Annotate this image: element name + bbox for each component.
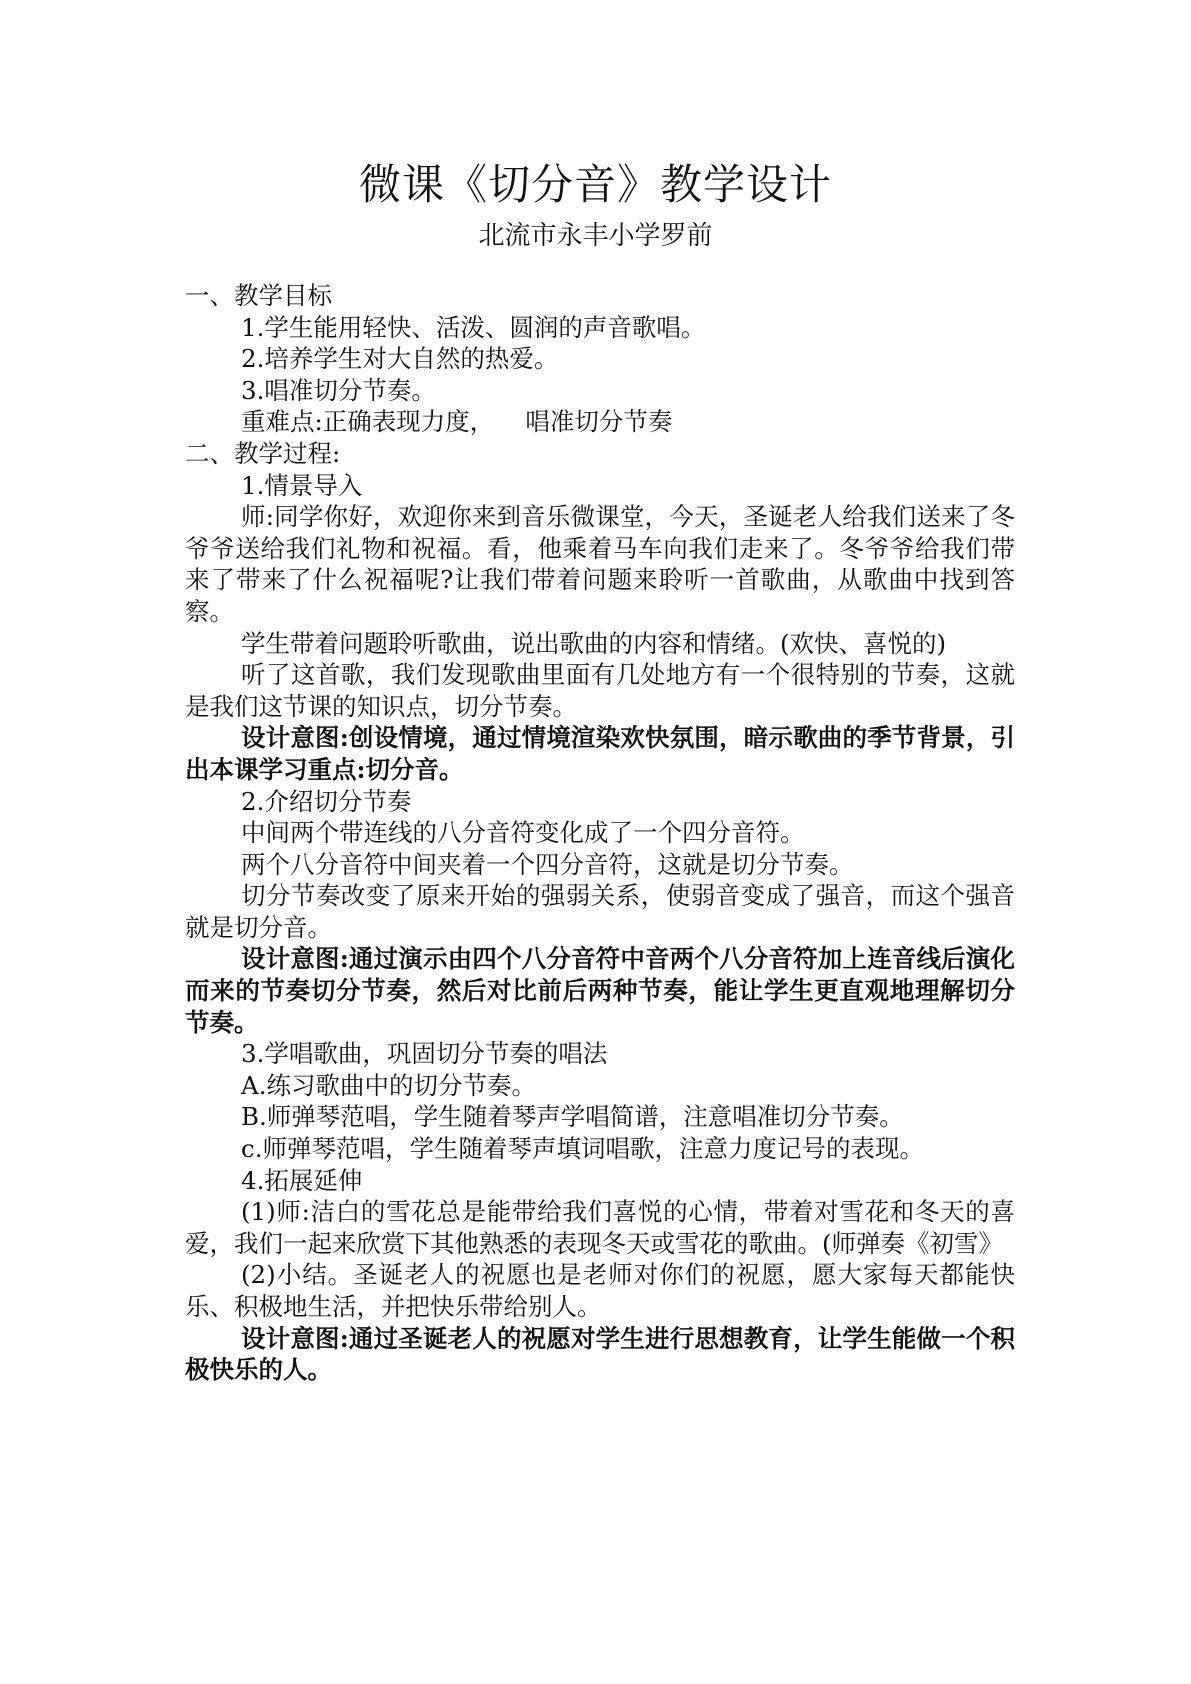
design-intent: 设计意图:通过圣诞老人的祝愿对学生进行思想教育，让学生能做一个积极快乐的人。: [185, 1323, 1015, 1385]
paragraph: 切分节奏改变了原来开始的强弱关系，使弱音变成了强音，而这个强音就是切分音。: [185, 881, 1015, 942]
key-points: 重难点:正确表现力度， 唱准切分节奏: [241, 407, 673, 437]
list-item: B.师弹琴范唱，学生随着琴声学唱简谱，注意唱准切分节奏。: [241, 1102, 904, 1132]
step-heading: 2.介绍切分节奏: [241, 786, 412, 816]
document-title: 微课《切分音》教学设计: [358, 160, 832, 209]
list-item: A.练习歌曲中的切分节奏。: [241, 1070, 536, 1100]
paragraph: 两个八分音符中间夹着一个四分音符，这就是切分节奏。: [241, 849, 854, 879]
paragraph: 听了这首歌，我们发现歌曲里面有几处地方有一个很特别的节奏，这就是我们这节课的知识点，切分节奏。: [185, 660, 1015, 721]
paragraph: (2)小结。圣诞老人的祝愿也是老师对你们的祝愿，愿大家每天都能快乐、积极地生活，并把快乐带给别人。: [185, 1260, 1015, 1321]
design-intent: 设计意图:创设情境，通过情境渲染欢快氛围，暗示歌曲的季节背景，引出本课学习重点:切分音。: [185, 723, 1015, 784]
paragraph: 中间两个带连线的八分音符变化成了一个四分音符。: [241, 818, 805, 848]
design-intent: 设计意图:通过演示由四个八分音符中音两个八分音符加上连音线后演化而来的节奏切分节奏，然后对比前后两种节奏，能让学生更直观地理解切分节奏。: [185, 944, 1015, 1037]
paragraph: 学生带着问题聆听歌曲，说出歌曲的内容和情绪。(欢快、喜悦的): [241, 628, 947, 658]
section-heading: 一、教学目标: [185, 281, 332, 310]
paragraph: 师:同学你好，欢迎你来到音乐微课堂，今天，圣诞老人给我们送来了冬爷爷送给我们礼物和祝福。看，他乘着马车向我们走来了。冬爷爷给我们带来了带来了什么祝福呢?让我们带着问题来聆听一首歌曲，从歌曲中找到答察。: [185, 502, 1015, 626]
list-item: c.师弹琴范唱，学生随着琴声填词唱歌，注意力度记号的表现。: [241, 1134, 925, 1164]
step-heading: 3.学唱歌曲，巩固切分节奏的唱法: [241, 1039, 608, 1069]
objective-item: 3.唱准切分节奏。: [241, 375, 436, 405]
paragraph: (1)师:洁白的雪花总是能带给我们喜悦的心情，带着对雪花和冬天的喜爱，我们一起来欣赏下其他熟悉的表现冬天或雪花的歌曲。(师弹奏《初雪》: [185, 1197, 1015, 1258]
document-author: 北流市永丰小学罗前: [478, 221, 713, 251]
section-heading: 二、教学过程:: [185, 438, 341, 468]
document-body: [185, 280, 1015, 1386]
step-heading: 1.情景导入: [241, 470, 363, 500]
objective-item: 2.培养学生对大自然的热爱。: [241, 344, 559, 374]
step-heading: 4.拓展延伸: [241, 1165, 363, 1195]
objective-item: 1.学生能用轻快、活泼、圆润的声音歌唱。: [241, 312, 706, 342]
